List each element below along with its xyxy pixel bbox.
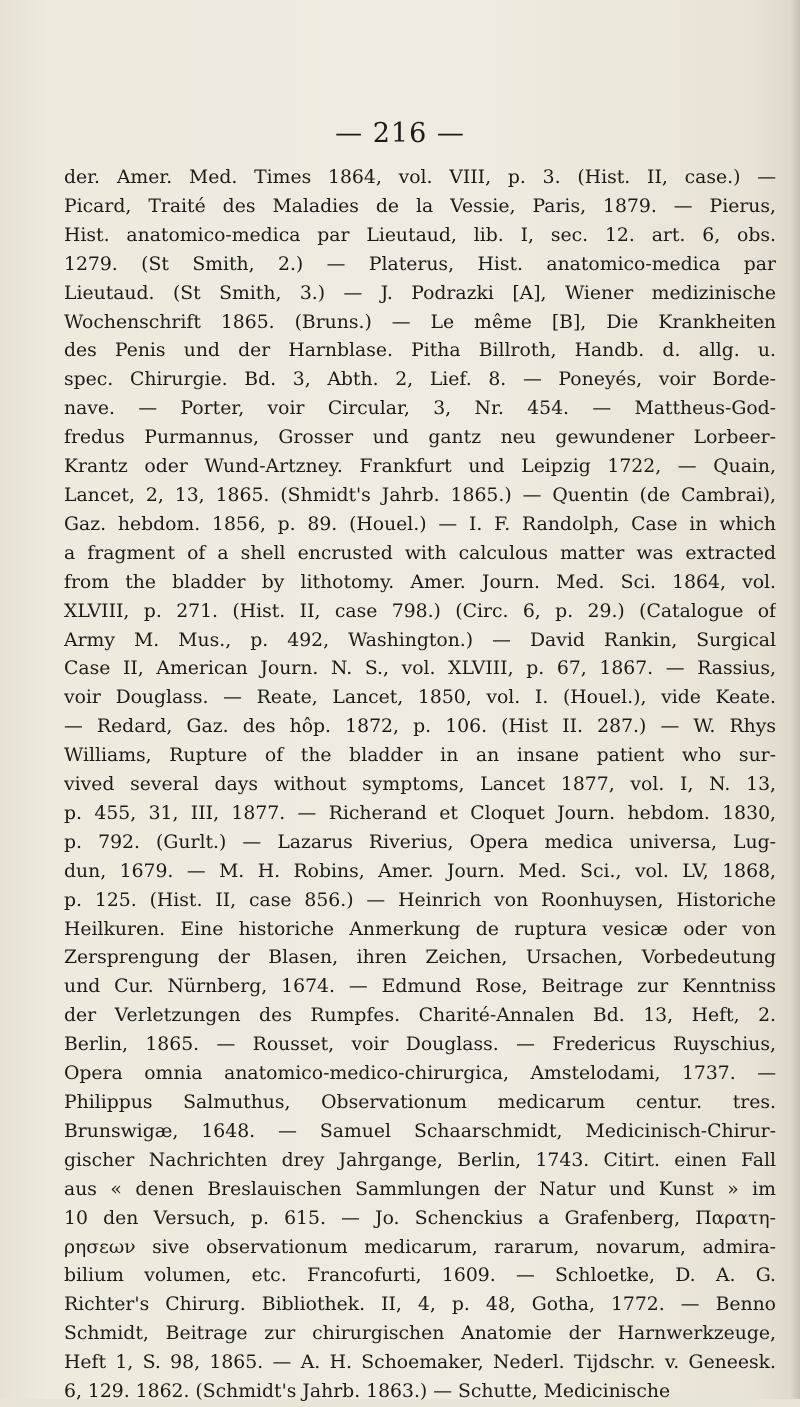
text-line: Case II, American Journ. N. S., vol. XLVIII, p. 67, 1867. — Rassius,	[64, 658, 776, 680]
text-line: aus « denen Breslauischen Sammlungen der Natur und Kunst » im	[64, 1178, 776, 1200]
text-line: Lancet, 2, 13, 1865. (Shmidt's Jahrb. 1865.) — Quentin (de Cambrai),	[64, 484, 776, 506]
text-line: from the bladder by lithotomy. Amer. Journ. Med. Sci. 1864, vol.	[64, 571, 776, 593]
text-line: vived several days without symptoms, Lancet 1877, vol. I, N. 13,	[64, 774, 776, 796]
text-line: Krantz oder Wund-Artzney. Frankfurt und Leipzig 1722, — Quain,	[64, 456, 776, 478]
text-line: gischer Nachrichten drey Jahrgange, Berlin, 1743. Citirt. einen Fall	[64, 1149, 776, 1171]
text-line: Gaz. hebdom. 1856, p. 89. (Houel.) — I. F. Randolph, Case in which	[64, 513, 776, 535]
text-line: p. 792. (Gurlt.) — Lazarus Riverius, Opera medica universa, Lug-	[64, 831, 776, 853]
text-line: Zersprengung der Blasen, ihren Zeichen, Ursachen, Vorbedeutung	[64, 947, 776, 969]
text-line: Schmidt, Beitrage zur chirurgischen Anatomie der Harnwerkzeuge,	[64, 1323, 776, 1345]
text-line: Heft 1, S. 98, 1865. — A. H. Schoemaker, Nederl. Tijdschr. v. Geneesk.	[64, 1352, 776, 1374]
text-line: spec. Chirurgie. Bd. 3, Abth. 2, Lief. 8. — Poneyés, voir Borde-	[64, 369, 776, 391]
text-line: fredus Purmannus, Grosser und gantz neu gewundener Lorbeer-	[64, 427, 776, 449]
text-line: 10 den Versuch, p. 615. — Jo. Schenckius a Grafenberg, Παρατη-	[64, 1207, 776, 1229]
text-line: voir Douglass. — Reate, Lancet, 1850, vol. I. (Houel.), vide Keate.	[64, 687, 776, 709]
text-line: Heilkuren. Eine historiche Anmerkung de ruptura vesicæ oder von	[64, 918, 776, 940]
text-line: p. 125. (Hist. II, case 856.) — Heinrich von Roonhuysen, Historiche	[64, 889, 776, 911]
text-line: ρησεων sive observationum medicarum, rararum, novarum, admira-	[64, 1236, 776, 1258]
bibliography-text	[64, 164, 776, 1407]
text-line: Lieutaud. (St Smith, 3.) — J. Podrazki [A], Wiener medizinische	[64, 282, 776, 304]
text-line: bilium volumen, etc. Francofurti, 1609. — Schloetke, D. A. G.	[64, 1265, 776, 1287]
page-edge-shadow	[790, 0, 800, 1399]
text-line: Williams, Rupture of the bladder in an insane patient who sur-	[64, 745, 776, 767]
text-line: 6, 129. 1862. (Schmidt's Jahrb. 1863.) — Schutte, Medicinische	[64, 1381, 671, 1403]
text-line: dun, 1679. — M. H. Robins, Amer. Journ. Med. Sci., vol. LV, 1868,	[64, 860, 776, 882]
text-line: 1279. (St Smith, 2.) — Platerus, Hist. anatomico-medica par	[64, 253, 776, 275]
text-line: p. 455, 31, III, 1877. — Richerand et Cloquet Journ. hebdom. 1830,	[64, 802, 776, 824]
text-line: Berlin, 1865. — Rousset, voir Douglass. — Fredericus Ruyschius,	[64, 1034, 776, 1056]
text-line: — Redard, Gaz. des hôp. 1872, p. 106. (Hist II. 287.) — W. Rhys	[64, 716, 776, 738]
text-line: Richter's Chirurg. Bibliothek. II, 4, p. 48, Gotha, 1772. — Benno	[64, 1294, 776, 1316]
text-line: Hist. anatomico-medica par Lieutaud, lib. I, sec. 12. art. 6, obs.	[64, 224, 776, 246]
text-line: nave. — Porter, voir Circular, 3, Nr. 454. — Mattheus-God-	[64, 398, 776, 420]
text-line: Army M. Mus., p. 492, Washington.) — David Rankin, Surgical	[64, 629, 776, 651]
text-line: a fragment of a shell encrusted with calculous matter was extracted	[64, 542, 776, 564]
text-line: Brunswigæ, 1648. — Samuel Schaarschmidt, Medicinisch-Chirur-	[64, 1120, 776, 1142]
text-line: des Penis und der Harnblase. Pitha Billroth, Handb. d. allg. u.	[64, 340, 776, 362]
text-line: Opera omnia anatomico-medico-chirurgica, Amstelodami, 1737. —	[64, 1063, 776, 1085]
text-line: Philippus Salmuthus, Observationum medicarum centur. tres.	[64, 1092, 776, 1113]
text-line: Picard, Traité des Maladies de la Vessie, Paris, 1879. — Pierus,	[64, 195, 776, 217]
page-number: — 216 —	[335, 118, 465, 149]
text-line: Wochenschrift 1865. (Bruns.) — Le même [B], Die Krankheiten	[64, 311, 776, 333]
text-line: XLVIII, p. 271. (Hist. II, case 798.) (Circ. 6, p. 29.) (Catalogue of	[64, 600, 776, 622]
text-line: der Verletzungen des Rumpfes. Charité-Annalen Bd. 13, Heft, 2.	[64, 1005, 776, 1027]
text-line: der. Amer. Med. Times 1864, vol. VIII, p. 3. (Hist. II, case.) —	[64, 167, 776, 188]
text-line: und Cur. Nürnberg, 1674. — Edmund Rose, Beitrage zur Kenntniss	[64, 976, 776, 998]
